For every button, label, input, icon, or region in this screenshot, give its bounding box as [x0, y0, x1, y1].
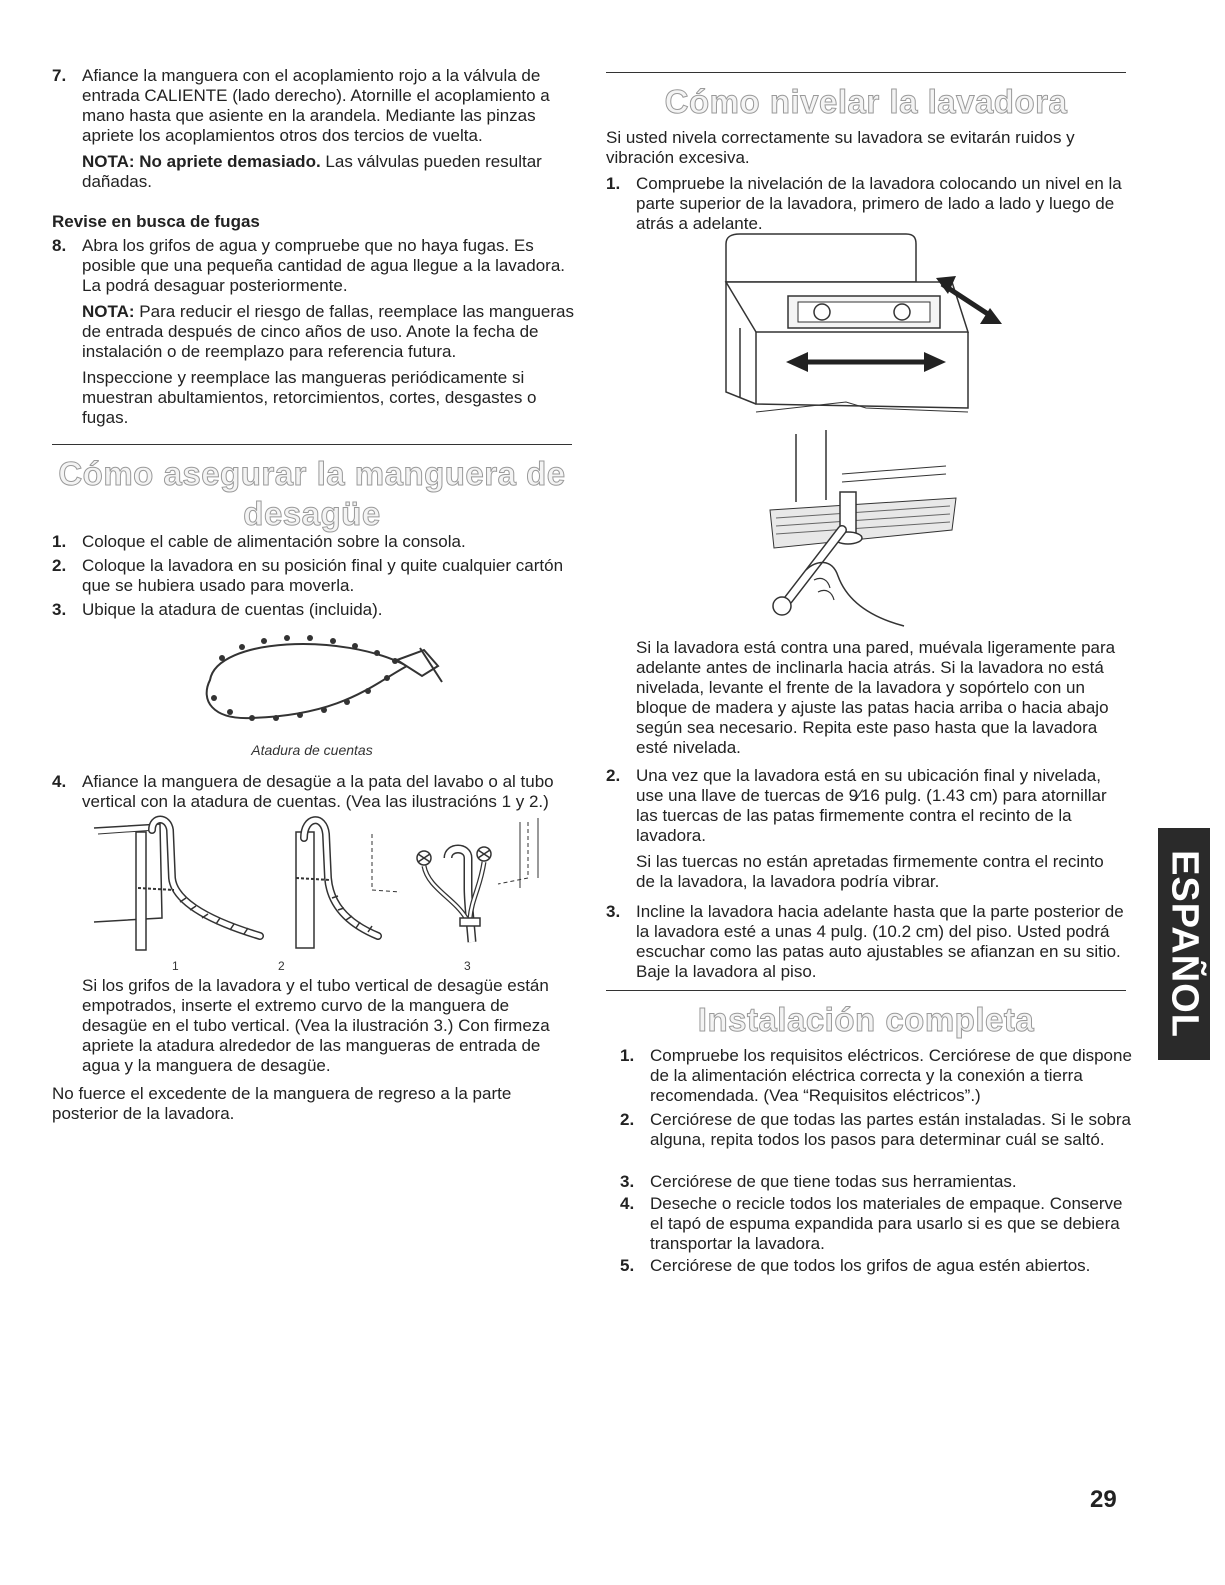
- complete-step-4: [620, 1194, 1140, 1254]
- step-7: [52, 66, 574, 192]
- step-number: 2.: [620, 1110, 635, 1129]
- step-number: 3.: [606, 902, 621, 921]
- note-text: Las válvulas pueden resultar dañadas.: [82, 152, 542, 191]
- step-text: Cerciórese de que todos los grifos de agua estén abiertos.: [650, 1256, 1091, 1275]
- leaks-heading: Revise en busca de fugas: [52, 212, 260, 231]
- nuts-text: Si las tuercas no están apretadas firmemente contra el recinto de la lavadora, la lavadora podría vibrar.: [636, 852, 1104, 891]
- step-number: 8.: [52, 236, 67, 255]
- step-number: 3.: [52, 600, 67, 619]
- drain-step-1: [52, 532, 574, 552]
- note: [82, 302, 574, 362]
- section-divider: [606, 990, 1126, 991]
- step-text: Coloque el cable de alimentación sobre la consola.: [82, 532, 466, 551]
- step-text: Deseche o recicle todos los materiales de empaque. Conserve el tapó de espuma expandida para usarlo si es que se debiera transportar la lavadora.: [650, 1194, 1123, 1253]
- step-number: 5.: [620, 1256, 635, 1275]
- drain-step-4: [52, 772, 574, 812]
- step-text: Una vez que la lavadora está en su ubicación final y nivelada, use una llave de tuercas de 9⁄16 pulg. (1.43 cm) para atornillar las tuercas de las patas firmemente contra el recinto de la lavadora.: [636, 766, 1107, 845]
- note-label: NOTA: No apriete demasiado.: [82, 152, 321, 171]
- level-step-3: [606, 902, 1126, 982]
- language-side-tab: [1158, 828, 1210, 1060]
- bead-tie-caption: Atadura de cuentas: [251, 742, 373, 758]
- step-text: Ubique la atadura de cuentas (incluida).: [82, 600, 383, 619]
- step-number: 1.: [620, 1046, 635, 1065]
- step-text: Afiance la manguera de desagüe a la pata del lavabo o al tubo vertical con la atadura de cuentas. (Vea las ilustracións 1 y 2.): [82, 772, 554, 811]
- step-text: Cerciórese de que todas las partes están instaladas. Si le sobra alguna, repita todos los pasos para determinar cuál se saltó.: [650, 1110, 1131, 1149]
- step-text: Compruebe los requisitos eléctricos. Cerciórese de que dispone de la alimentación eléctrica correcta y la conexión a tierra recomendada. (Vea “Requisitos eléctricos”.): [650, 1046, 1132, 1105]
- step-text: Cerciórese de que tiene todas sus herramientas.: [650, 1172, 1017, 1191]
- level-intro: Si usted nivela correctamente su lavadora se evitarán ruidos y vibración excesiva.: [606, 128, 1075, 167]
- language-label: ESPAÑOL: [1163, 850, 1206, 1038]
- complete-step-3: [620, 1172, 1140, 1192]
- drain-step-3: [52, 600, 574, 620]
- step-text: Coloque la lavadora en su posición final y quite cualquier cartón que se hubiera usado para moverla.: [82, 556, 564, 595]
- wrench-leg-illustration: [766, 430, 966, 640]
- step-number: 2.: [606, 766, 621, 785]
- section-divider: [52, 444, 572, 445]
- complete-installation-heading: Instalación completa: [697, 1001, 1035, 1038]
- note: [82, 152, 574, 192]
- section-divider: [606, 72, 1126, 73]
- step-number: 1.: [52, 532, 67, 551]
- note-label: NOTA:: [82, 302, 135, 321]
- page-number: 29: [1090, 1486, 1117, 1513]
- no-force-text: No fuerce el excedente de la manguera de regreso a la parte posterior de la lavadora.: [52, 1084, 512, 1123]
- step-text: Incline la lavadora hacia adelante hasta que la parte posterior de la lavadora esté a unas 4 pulg. (10.2 cm) del piso. Usted podrá escuchar como las patas auto ajustables se afianzan en su sitio. Baje la lavadora al piso.: [636, 902, 1124, 981]
- level-washer-heading: Cómo nivelar la lavadora: [664, 83, 1068, 120]
- figure-number-2: 2: [278, 959, 285, 973]
- step-number: 4.: [52, 772, 67, 791]
- complete-step-5: [620, 1256, 1140, 1276]
- step-text: Abra los grifos de agua y compruebe que no haya fugas. Es posible que una pequeña cantidad de agua llegue a la lavadora. La podrá desaguar posteriormente.: [82, 236, 566, 295]
- bead-tie-illustration: [192, 630, 452, 730]
- recessed-faucets-text: Si los grifos de la lavadora y el tubo vertical de desagüe están empotrados, inserte el extremo curvo de la manguera de desagüe en el tubo vertical. (Vea la ilustración 3.) Con firmeza apriete la atadura alrededor de las mangueras de entrada de agua y la manguera de desagüe.: [82, 976, 550, 1075]
- step-number: 3.: [620, 1172, 635, 1191]
- level-step-2: [606, 766, 1126, 892]
- washer-level-illustration: [716, 232, 1016, 422]
- wall-text: Si la lavadora está contra una pared, muévala ligeramente para adelante antes de inclinarla hacia atrás. Si la lavadora no está nivelada, levante el frente de la lavadora y sopórtelo con un bloque de madera y ajuste las patas hacia arriba o hacia abajo según sea necesario. Repita este paso hasta que la lavadora esté nivelada.: [636, 638, 1116, 757]
- figure-number-3: 3: [464, 959, 471, 973]
- drain-hose-heading: Cómo asegurar la manguera de desagüe: [58, 455, 566, 532]
- step-number: 2.: [52, 556, 67, 575]
- note-text: Para reducir el riesgo de fallas, reemplace las mangueras de entrada después de cinco años de uso. Anote la fecha de instalación o de reemplazo para referencia futura.: [82, 302, 574, 361]
- drain-step-2: [52, 556, 574, 596]
- step-number: 1.: [606, 174, 621, 193]
- step-8: [52, 236, 574, 428]
- step-number: 4.: [620, 1194, 635, 1213]
- step-text: Afiance la manguera con el acoplamiento rojo a la válvula de entrada CALIENTE (lado derecho). Atornille el acoplamiento a mano hasta que asiente en la arandela. Mediante las pinzas apriete los acoplamientos otros dos tercios de vuelta.: [82, 66, 550, 145]
- level-step-1: [606, 174, 1126, 234]
- figure-1-laundry-tub-leg: [90, 818, 270, 950]
- complete-step-1: [620, 1046, 1140, 1106]
- inspect-text: Inspeccione y reemplace las mangueras periódicamente si muestran abultamientos, retorcimientos, cortes, desgastes o fugas.: [82, 368, 537, 427]
- step-number: 7.: [52, 66, 67, 85]
- figure-2-standpipe: [248, 818, 388, 950]
- figure-number-1: 1: [172, 959, 179, 973]
- complete-step-2: [620, 1110, 1140, 1150]
- step-text: Compruebe la nivelación de la lavadora colocando un nivel en la parte superior de la lavadora, primero de lado a lado y luego de atrás a adelante.: [636, 174, 1122, 233]
- figure-3-recessed-faucets: [368, 818, 568, 950]
